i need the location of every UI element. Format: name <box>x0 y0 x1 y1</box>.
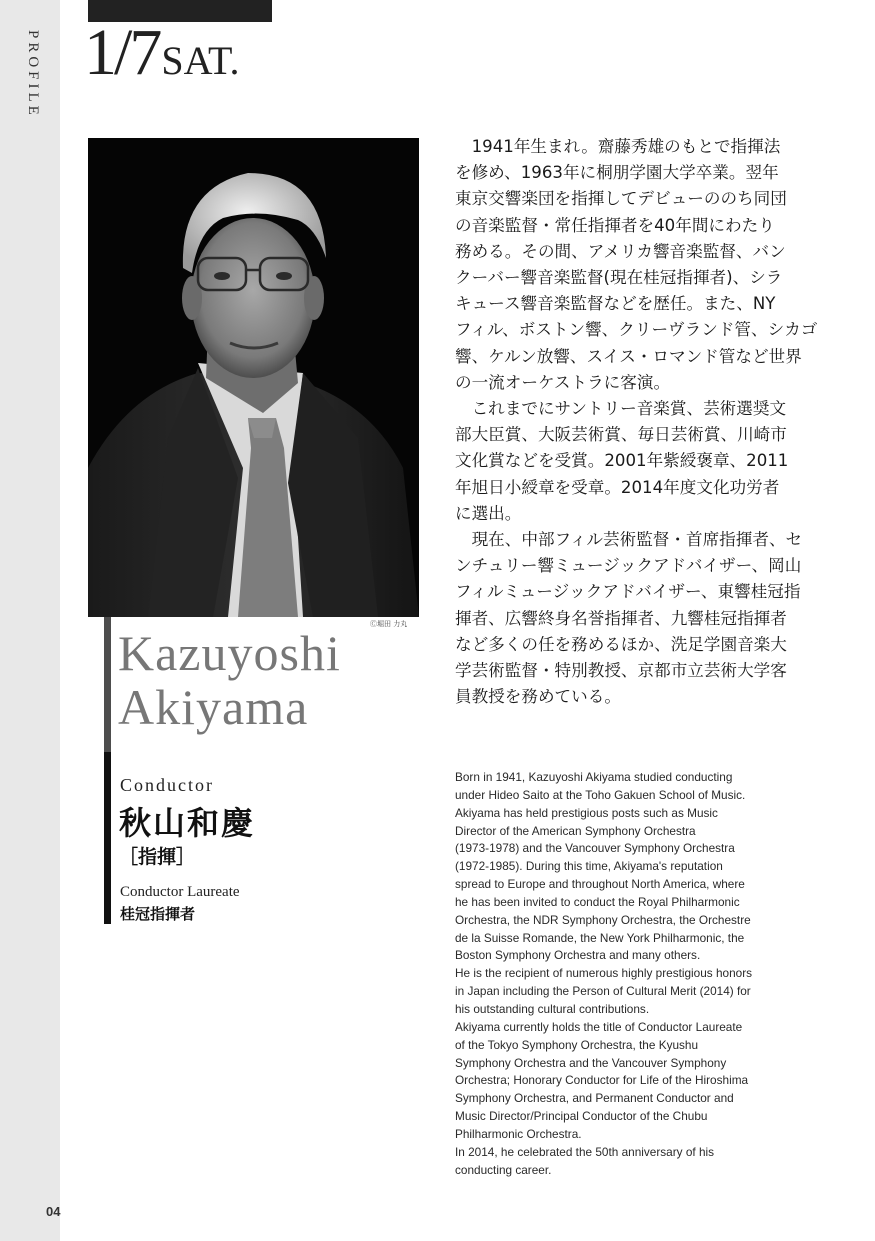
biography-english <box>455 769 787 1179</box>
artist-first-name: Kazuyoshi <box>118 625 341 681</box>
bio-en-line: Orchestra; Honorary Conductor for Life of the Hiroshima <box>455 1073 749 1088</box>
bio-en-line: Philharmonic Orchestra. <box>455 1126 582 1141</box>
bio-ja-line: 年旭日小綬章を受章。2014年度文化功労者 <box>455 477 780 497</box>
bio-ja-line: 響、ケルン放響、スイス・ロマンド管など世界 <box>455 346 802 366</box>
date-day: 1/7 <box>84 16 160 89</box>
bio-ja-line: ンチュリー響ミュージックアドバイザー、岡山 <box>455 556 802 576</box>
bio-en-line: under Hideo Saito at the Toho Gakuen School of Music. <box>455 787 746 802</box>
title-english: Conductor Laureate <box>120 884 240 900</box>
biography-japanese <box>455 134 818 710</box>
bio-ja-line: など多くの任を務めるほか、洗足学園音楽大 <box>455 634 787 654</box>
bio-ja-line: 部大臣賞、大阪芸術賞、毎日芸術賞、川崎市 <box>455 425 787 445</box>
bio-en-line: he has been invited to conduct the Royal Philharmonic <box>455 894 740 909</box>
accent-bar-grey <box>104 617 111 752</box>
bio-en-line: Symphony Orchestra, and Permanent Conductor and <box>455 1091 734 1106</box>
bio-ja-line: の一流オーケストラに客演。 <box>455 372 671 392</box>
bio-ja-line: 員教授を務めている。 <box>455 687 621 707</box>
portrait-illustration <box>88 138 419 617</box>
bio-en-line: Orchestra, the NDR Symphony Orchestra, the Orchestre <box>455 912 751 927</box>
bio-en-line: (1972-1985). During this time, Akiyama's reputation <box>455 859 723 874</box>
bio-en-line: In 2014, he celebrated the 50th anniversary of his <box>455 1144 715 1159</box>
bio-ja-line: の音楽監督・常任指揮者を40年間にわたり <box>455 215 775 235</box>
concert-date <box>84 16 240 89</box>
bio-ja-line: これまでにサントリー音楽賞、芸術選奨文 <box>455 399 787 419</box>
bio-ja-line: クーバー響音楽監督(現在桂冠指揮者)、シラ <box>455 268 783 288</box>
bio-ja-line: キュース響音楽監督などを歴任。また、NY <box>455 294 776 314</box>
role-english: Conductor <box>120 775 214 795</box>
bio-en-line: of the Tokyo Symphony Orchestra, the Kyushu <box>455 1037 699 1052</box>
bio-en-line: in Japan including the Person of Cultural Merit (2014) for <box>455 984 751 999</box>
bio-en-line: Akiyama currently holds the title of Conductor Laureate <box>455 1019 743 1034</box>
bio-en-line: Symphony Orchestra and the Vancouver Symphony <box>455 1055 727 1070</box>
artist-last-name: Akiyama <box>118 679 309 735</box>
section-label: PROFILE <box>25 30 41 119</box>
bio-ja-line: 1941年生まれ。齋藤秀雄のもとで指揮法 <box>455 137 781 156</box>
bio-ja-line: 務める。その間、アメリカ響音楽監督、バン <box>455 241 786 261</box>
bio-en-line: Music Director/Principal Conductor of the Chubu <box>455 1109 708 1124</box>
bio-ja-line: フィルミュージックアドバイザー、東響桂冠指 <box>455 582 801 602</box>
bio-ja-line: 現在、中部フィル芸術監督・首席指揮者、セ <box>455 530 803 550</box>
bio-en-line: Akiyama has held prestigious posts such as Music <box>455 805 718 820</box>
bio-ja-line: 文化賞などを受賞。2001年紫綬褒章、2011 <box>455 451 789 471</box>
bio-ja-line: に選出。 <box>455 503 522 523</box>
bio-en-line: Born in 1941, Kazuyoshi Akiyama studied conducting <box>455 770 733 784</box>
role-japanese: ［指揮］ <box>119 846 196 868</box>
bio-en-line: his outstanding cultural contributions. <box>455 1001 650 1016</box>
bio-ja-line: 東京交響楽団を指揮してデビューののち同団 <box>455 189 787 209</box>
bio-en-line: He is the recipient of numerous highly prestigious honors <box>455 966 753 981</box>
bio-en-line: (1973-1978) and the Vancouver Symphony Orchestra <box>455 841 735 856</box>
bio-en-line: Boston Symphony Orchestra and many others. <box>455 948 701 963</box>
artist-name-japanese: 秋山和慶 <box>119 804 256 842</box>
sidebar <box>0 0 60 1241</box>
bio-en-line: spread to Europe and throughout North America, where <box>455 877 745 892</box>
bio-ja-line: を修め、1963年に桐朋学園大学卒業。翌年 <box>455 163 779 183</box>
bio-ja-line: 学芸術監督・特別教授、京都市立芸術大学客 <box>455 661 787 681</box>
date-weekday: SAT. <box>161 38 240 83</box>
bio-ja-line: 揮者、広響終身名誉指揮者、九響桂冠指揮者 <box>455 608 787 628</box>
bio-en-line: Director of the American Symphony Orchestra <box>455 823 696 838</box>
accent-bar-black <box>104 752 111 924</box>
title-japanese: 桂冠指揮者 <box>120 905 196 923</box>
bio-en-line: conducting career. <box>455 1162 552 1177</box>
photo-credit: Ⓒ堀田 力丸 <box>370 620 408 628</box>
portrait-photo <box>88 138 419 617</box>
page-number: 04 <box>46 1204 61 1219</box>
artist-name-english <box>118 626 341 734</box>
bio-ja-line: フィル、ボストン響、クリーヴランド管、シカゴ <box>455 320 818 340</box>
bio-en-line: de la Suisse Romande, the New York Philharmonic, the <box>455 930 745 945</box>
